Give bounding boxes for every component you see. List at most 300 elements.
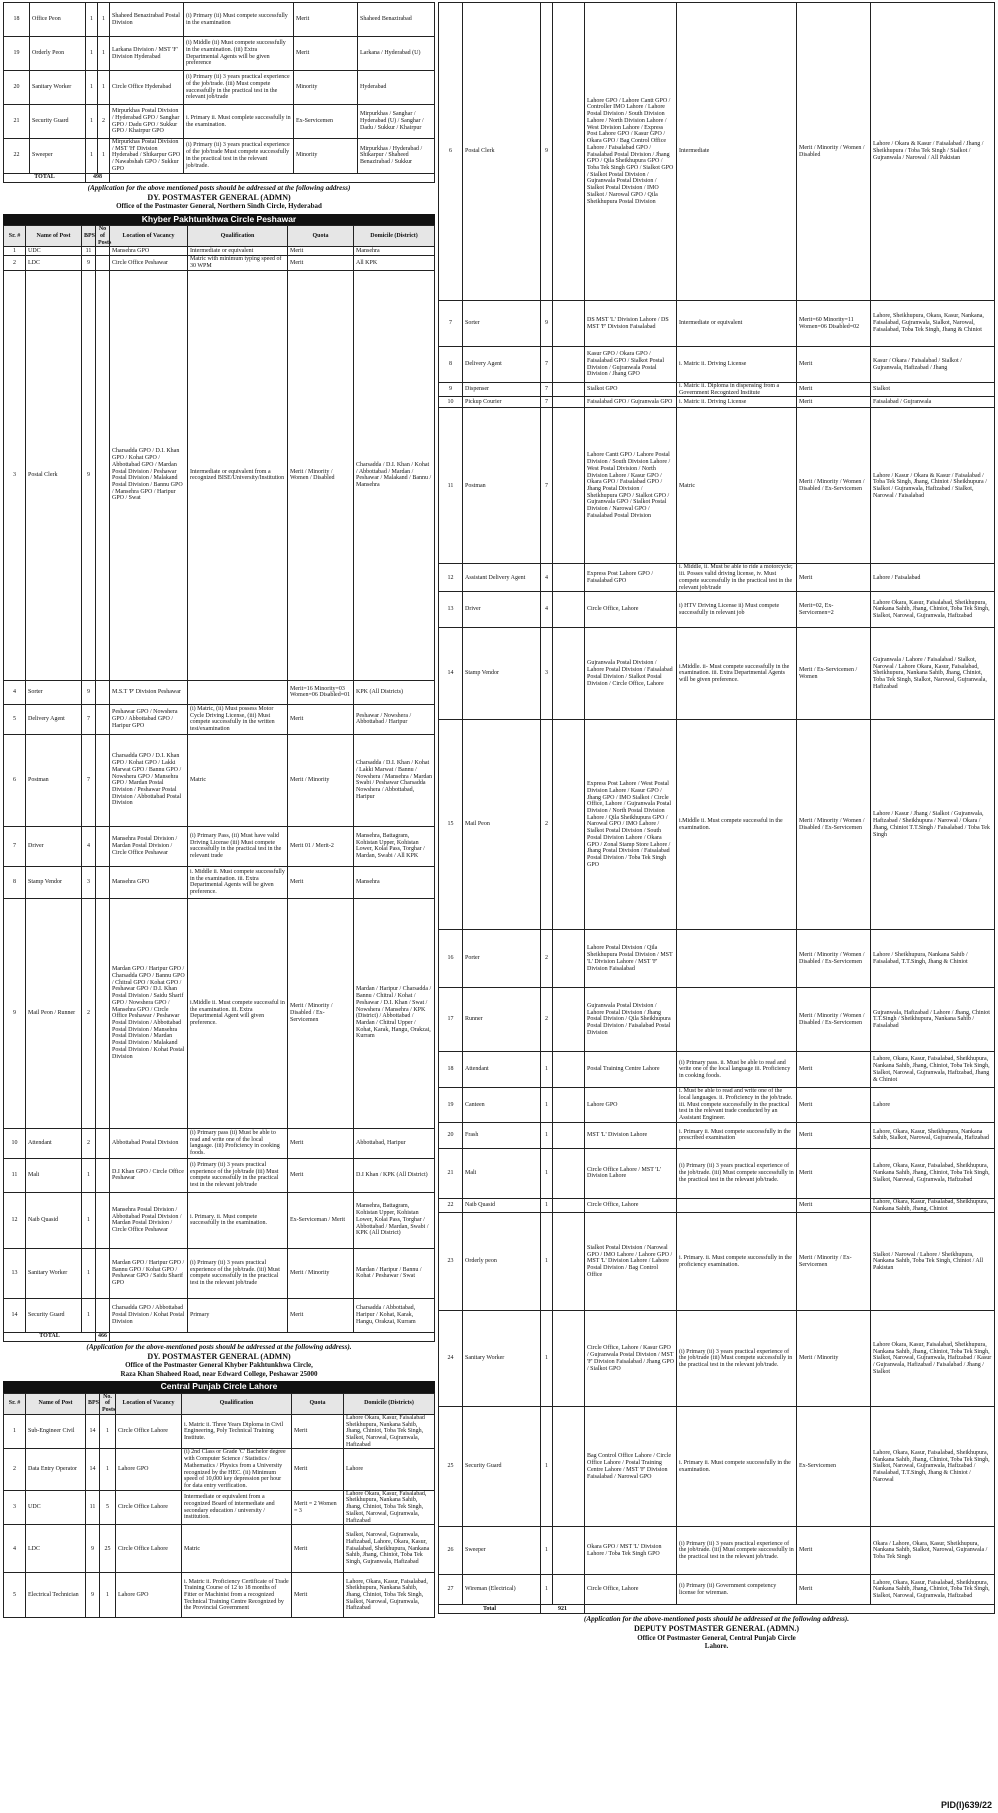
cell-location: Lahore Cantt GPO / Lahore Postal Division / South Division Lahore / West Postal Division / North Division Lahore / Kasur GPO / Okara GPO / Faisalabad GPO / Jhang Postal Division / Sheikhupura GPO / Sialkot GPO / Gujranwala GPO / Sialkot Postal Division / Narowal GPO / Faisalabad Postal Division [585,408,677,564]
header-qualification: Qualification [188,226,288,247]
cell-post: Attendant [26,1128,82,1158]
cell-quota: Merit [797,383,871,397]
cell-quota: Merit [797,397,871,408]
table-row [4,3,435,37]
cell-quota: Merit / Minority / Women / Disabled [288,270,354,680]
cell-domicile: Gujranwala / Lahore / Faisalabad / Sialkot, Narowal / Lahore Okara, Kasur, Faisalabad, Sheikhupura, Nankana Sahib, Jhang, Chiniot, Toba Tek Singh, Sialkot, Narowal, Gujranwala, Hafizabad [871,628,995,720]
cell-post: Sub-Engineer Civil [26,1414,86,1449]
cell-post: Runner [463,988,541,1052]
cell-bps: 9 [541,3,553,301]
table-row [439,1122,995,1148]
cell-bps: 1 [86,139,98,174]
cell-location: MST 'L' Division Lahore [585,1122,677,1148]
cell-posts [553,383,585,397]
cell-qualification: (i) Matric, (ii) Must possess Motor Cycle Driving License, (iii) Must compete successfully in the written test/examination [188,704,288,734]
cell-domicile: Lahore [344,1449,435,1490]
cell-posts [553,1148,585,1198]
cell-qualification: i. Middle, ii. Must be able to ride a motorcycle; iii. Posses valid driving license, iv. Must compete successfully in the practical test in the relevant job/trade [677,564,797,592]
cell-qualification: (i) Primary pass (ii) Must be able to read and write one of the local language. (iii) Proficiency in cooking foods. [188,1128,288,1158]
cell-sr: 2 [4,1449,26,1490]
cell-location: Circle Office, Lahore [585,1575,677,1605]
cell-bps: 1 [541,1407,553,1527]
kpk-note: (Application for the above-mentioned posts should be addressed at the following address). [86,1342,352,1351]
cell-domicile: Lahore, Okara, Kasur, Faisalabad, Sheikhupura, Nankana Sahib, Jhang, Chiniot, Toba Tek Singh, Sialkot, Narowal, Gujranwala, Hafizabad / Faisalabad, T.T.Singh, Jhang & Chiniot / Narowal [871,1407,995,1527]
cell-sr: 20 [439,1122,463,1148]
cell-post: Security Guard [30,105,86,139]
table-row [4,247,435,256]
cell-post: Data Entry Operator [26,1449,86,1490]
cell-quota: Merit / Minority [797,1311,871,1407]
table-row [439,592,995,628]
cell-location: Sialkot GPO [585,383,677,397]
cell-domicile: Lahore, Okara, Kasur, Sheikhupura, Nankana Sahib, Sialkot, Narowal, Gujranwala, Hafizabad [871,1122,995,1148]
cell-location: Larkana Division / MST 'F' Division Hyderabad [110,37,184,71]
header-domicile: Domicile (Districts) [344,1393,435,1414]
cell-posts [553,628,585,720]
cell-quota: Merit [797,1527,871,1575]
table-row [4,105,435,139]
table-row [4,256,435,270]
cell-qualification: i. Primary. ii. Must compete successfully in the proficiency examination. [677,1213,797,1311]
cell-sr: 23 [439,1213,463,1311]
cell-qualification: (i) Primary (ii) 3 years practical experience of the job/trade Must compete successfully in the practical test in the relevant job/trade. [184,139,294,174]
table-row [4,1490,435,1525]
cell-post: Assistant Delivery Agent [463,564,541,592]
cell-qualification: (i) Primary Pass, (ii) Must have valid Driving License (iii) Must compete successfully in the practical test in the relevant trade [188,826,288,866]
cell-qualification: Matric with minimum typing speed of 30 WPM [188,256,288,270]
cell-post: UDC [26,1490,86,1525]
address-title: DEPUTY POSTMASTER GENERAL (ADMN.) [633,1624,800,1634]
cell-qualification: i. Must be able to read and write one of the local languages. ii. Proficiency in the job/trade. iii. Must compete successfully in the practical test in the relevant trade conducted by an Assistant Engineer. [677,1088,797,1123]
cell-sr: 12 [4,1192,26,1248]
cell-location: Express Post Lahore GPO / Faisalabad GPO [585,564,677,592]
cell-qualification: (i) Primary (ii) 3 years practical experience of the job/trade. (iii) Must compete successfully in the practical test in the relevant job/trade. [677,1148,797,1198]
cell-quota: Merit / Minority / Women / Disabled / Ex-Servicemen [797,408,871,564]
cell-location: Circle Office Lahore [116,1414,182,1449]
cell-bps: 3 [541,628,553,720]
punjab-total-row [439,1605,995,1614]
header-domicile: Domicile (District) [354,226,435,247]
cell-domicile: Abbottabad, Haripur [354,1128,435,1158]
cell-qualification: Intermediate or equivalent from a recognized Board of intermediate and secondary education / university / institution. [182,1490,292,1525]
cell-posts [96,826,110,866]
table-row [439,564,995,592]
cell-location: Circle Office Hyderabad [110,71,184,105]
cell-posts [96,734,110,826]
cell-quota: Minority [294,71,358,105]
cell-posts [96,270,110,680]
cell-location: Gujranwala Postal Division / Lahore Postal Division / Faisalabad Postal Division / Sialkot Postal Division / Circle Office, Lahore [585,628,677,720]
cell-domicile: Charsadda / Abbottabad, Haripur / Kohat, Karak, Hangu, Orakzai, Kurram [354,1298,435,1332]
cell-sr: 21 [439,1148,463,1198]
punjab-address [438,1624,995,1650]
cell-location: Okara GPO / MST 'L' Division Lahore / Toba Tek Singh GPO [585,1527,677,1575]
cell-bps: 7 [541,408,553,564]
total-value: 466 [96,1332,110,1341]
table-row [4,866,435,898]
cell-domicile: Mansehra, Battagram, Kohistan Upper, Kohistan Lower, Kolai Pass, Torghar / Abbottabad / Mardan, Swabi / KPK (All District) [354,1192,435,1248]
cell-domicile: Mardan / Haripur / Charsadda / Bannu / Chitral / Kohat / Peshawar / D.I. Khan / Swat / Nowshera / Mansehra / KPK (District) / Abbottabad / Mardan / Chitral Upper / Kohat, Karak, Hangu, Orakzai, Kurram [354,898,435,1128]
table-row [4,1525,435,1573]
table-row [4,1248,435,1298]
cell-quota: Merit [288,247,354,256]
cell-qualification: Matric [182,1525,292,1573]
table-row [4,71,435,105]
cell-qualification: (i) Primary (ii) 3 years practical experience of the job/trade. (iii) Must compete successfully in the practical test in the relevant job/trade. [677,1527,797,1575]
cell-sr: 8 [4,866,26,898]
cell-bps: 4 [541,564,553,592]
pid-number: PID(I)639/22 [940,1799,992,1810]
cell-location: Charsadda GPO / D.I. Khan GPO / Kohat GPO / Abbottabad GPO / Mardan Postal Division / Peshawar Postal Division / Malakand Postal Division / Bannu GPO / Mansehra GPO / Haripur GPO / Swat [110,270,188,680]
cell-qualification: (i) Primary (ii) 3 years practical experience of the job/trade. (iii) Must compete successfully in the practical test in the relevant job/trade [188,1248,288,1298]
cell-qualification: Matric [188,734,288,826]
cell-domicile: Lahore Okara, Kasur, Faisalabad, Sheikhupura, Nankana Sahib, Jhang, Chiniot, Toba Tek Singh, Sialkot, Narowal, Gujranwala, Hafizabad [871,592,995,628]
cell-qualification: (i) Primary (ii) 3 years practical experience of the job/trade (iii) Must compete successfully in the practical test in the relevant job/trade. [677,1311,797,1407]
cell-location: Mansehra GPO [110,866,188,898]
address-title: DY. POSTMASTER GENERAL (ADMN) [147,192,291,202]
cell-location: Gujranwala Postal Division / Lahore Postal Division / Jhang Postal Division / Qila Sheikhupura Postal Division / Faisalabad Postal Division [585,988,677,1052]
cell-location: Mardan GPO / Haripur GPO / Bannu GPO / Kohat GPO / Peshawar GPO / Saidu Sharif GPO [110,1248,188,1298]
cell-bps: 1 [541,1311,553,1407]
cell-location: Circle Office, Lahore [585,592,677,628]
punjab-continued-table [438,2,995,1614]
cell-quota: Merit [797,564,871,592]
cell-sr: 4 [4,680,26,704]
cell-bps: 1 [82,1248,96,1298]
cell-qualification: i. Primary ii. Must compete successfully in the prescribed examination [677,1122,797,1148]
header-sr: Sr. # [4,1393,26,1414]
cell-domicile: Mardan / Haripur / Bannu / Kohat / Peshawar / Swat [354,1248,435,1298]
cell-quota: Merit [288,866,354,898]
cell-quota: Merit=60 Minority=11 Women=06 Disabled=02 [797,301,871,347]
cell-posts: 1 [100,1449,116,1490]
cell-quota: Merit=02, Ex-Servicemen=2 [797,592,871,628]
cell-domicile: Lahore / Sheikhupura, Nankana Sahib / Faisalabad, T.T.Singh, Jhang & Chiniot [871,930,995,988]
header-location: Location of Vacancy [110,226,188,247]
table-row [4,704,435,734]
cell-posts: 5 [100,1490,116,1525]
cell-quota: Merit / Minority / Disabled / Ex-Servicemen [288,898,354,1128]
cell-qualification [677,1198,797,1212]
total-label: Total [439,1605,541,1614]
cell-sr: 17 [439,988,463,1052]
cell-domicile: Lahore, Okara, Kasur, Faisalabad, Sheikhupura, Nankana Sahib, Jhang, Chiniot, Toba Tek Singh, Sialkot, Narowal, Gujranwala, Hafizabad [871,1575,995,1605]
address-line: Office Of Postmaster General, Central Punjab Circle [637,1634,796,1642]
table-row [439,347,995,383]
cell-posts [553,301,585,347]
table-row [4,1192,435,1248]
cell-domicile: Gujranwala, Hafizabad / Lahore / Jhang, Chiniot T.T.Singh / Sheikhupura, Nankana Sahib / Faisalabad [871,988,995,1052]
cell-domicile: D.I Khan / KPK (All District) [354,1158,435,1192]
cell-bps: 1 [82,1192,96,1248]
table-row [4,270,435,680]
cell-sr: 16 [439,930,463,988]
table-row [439,1527,995,1575]
cell-posts [553,720,585,930]
cell-bps: 2 [82,898,96,1128]
cell-sr: 14 [4,1298,26,1332]
cell-qualification [188,680,288,704]
cell-quota: Merit [797,1088,871,1123]
cell-sr: 25 [439,1407,463,1527]
table-row [439,628,995,720]
header-location: Location of Vacancy [116,1393,182,1414]
cell-sr: 10 [4,1128,26,1158]
cell-qualification [677,930,797,988]
cell-bps: 1 [82,1158,96,1192]
table-row [439,1088,995,1123]
table-row [4,1414,435,1449]
table-row [4,898,435,1128]
cell-location: D.I Khan GPO / Circle Office Peshawar [110,1158,188,1192]
table-row [4,1449,435,1490]
address-line: Office of the Postmaster General, Northern Sindh Circle, Hyderabad [116,202,322,211]
cell-qualification: i. Matric ii. Proficiency Certificate of Trade Training Course of 12 to 18 months of Fitter or Machinist from a recognized Technical Training Centre Recognized by the Provincial Government [182,1573,292,1618]
cell-bps: 7 [541,347,553,383]
cell-domicile: Kasur / Okara / Faisalabad / Sialkot / Gujranwala, Hafizabad / Jhang [871,347,995,383]
cell-quota: Merit / Minority / Women / Disabled [797,3,871,301]
cell-qualification: i. Matric ii. Driving License [677,347,797,383]
cell-location: Mansehra Postal Division / Mardan Postal Division / Circle Office Peshawar [110,826,188,866]
header-bps: BPS [82,226,96,247]
cell-qualification: i. Primary. ii. Must compete successfully in the examination. [188,1192,288,1248]
cell-sr: 11 [4,1158,26,1192]
cell-post: Sorter [463,301,541,347]
cell-posts [553,1213,585,1311]
cell-quota: Merit / Ex-Servicemen / Women [797,628,871,720]
table-row [4,826,435,866]
cell-location: Abbottabad Postal Division [110,1128,188,1158]
cell-sr: 9 [4,898,26,1128]
cell-posts [96,1192,110,1248]
cell-quota: Merit [292,1573,344,1618]
cell-location: Shaheed Benazirabad Postal Division [110,3,184,37]
cell-posts [553,564,585,592]
cell-bps: 1 [541,1213,553,1311]
cell-posts: 1 [100,1414,116,1449]
cell-bps: 9 [541,301,553,347]
cell-location: Postal Training Centre Lahore [585,1052,677,1088]
cell-post: Sorter [26,680,82,704]
cell-posts [553,1052,585,1088]
table-row [439,301,995,347]
cell-domicile: Lahore, Sheikhupura, Okara, Kasur, Nankana, Faisalabad, Gujranwala, Sialkot, Narowal, Faisalabad, Toba Tek Singh, Jhang & Chiniot [871,301,995,347]
sindh-address [3,193,435,211]
cell-post: Driver [463,592,541,628]
cell-bps: 11 [82,247,96,256]
cell-quota: Ex-Servicemen [797,1407,871,1527]
cell-posts [553,1088,585,1123]
cell-bps: 1 [82,1298,96,1332]
cell-location: Mardan GPO / Haripur GPO / Charsadda GPO / Bannu GPO / Chitral GPO / Kohat GPO / Peshawar GPO / D.I. Khan Postal Division / Saidu Sharif GPO / Nowshera GPO / Mansehra GPO / Circle Office Peshawar / Peshawar Postal Division / Abbottabad Postal Division / Mansehra Postal Division / Mardan Postal Division / Malakand Postal Division / Kohat Postal Division [110,898,188,1128]
cell-quota: Merit [797,1575,871,1605]
cell-qualification: (i) Primary (ii) Government competency license for wireman. [677,1575,797,1605]
cell-posts [96,1158,110,1192]
cell-qualification: i. Matric ii. Three Years Diploma in Civil Engineering, Poly Technical Training Institute. [182,1414,292,1449]
cell-sr: 4 [4,1525,26,1573]
cell-domicile: Mirpurkhas / Sanghar / Hyderabad (U) / Sanghar / Dadu / Sukkur / Khairpur [358,105,435,139]
cell-sr: 14 [439,628,463,720]
cell-post: Delivery Agent [463,347,541,383]
table-row [439,1213,995,1311]
header-bps: BPS [86,1393,100,1414]
cell-location: Charsadda GPO / D.I. Khan GPO / Kohat GPO / Lakki Marwat GPO / Bannu GPO / Nowshera GPO / Mansehra GPO / Mardan Postal Division / Peshawar Postal Division / Abbottabad Postal Division [110,734,188,826]
cell-qualification: i. Middle ii. Must compete successfully in the examination. iii. Extra Departmental Agents will be given preference. [188,866,288,898]
cell-post: Mali [26,1158,82,1192]
cell-posts [553,1407,585,1527]
cell-domicile: Sialkot, Narowal, Gujranwala, Hafizabad, Lahore, Okara, Kasur, Faisalabad, Sheikhupura, Nankana Sahib, Jhang, Chiniot, Toba Tek Singh, Gujranwala, Hafizabad [344,1525,435,1573]
header-qualification: Qualification [182,1393,292,1414]
cell-domicile: Shaheed Benazirabad [358,3,435,37]
cell-quota: Merit [294,37,358,71]
cell-domicile: KPK (All Districts) [354,680,435,704]
cell-posts [553,1575,585,1605]
table-row [439,1148,995,1198]
table-row [439,720,995,930]
cell-location: Mirpurkhas Postal Division / Hyderabad GPO / Sanghar GPO / Dadu GPO / Sukkur GPO / Khairpur GPO [110,105,184,139]
cell-bps: 9 [82,680,96,704]
address-line: Office of the Postmaster General Khyber Pakhtunkhwa Circle, [125,1361,313,1370]
sindh-note: (Application for the above mentioned posts should be addressed at the following address) [87,183,351,192]
table-row [439,1311,995,1407]
cell-posts [553,1198,585,1212]
table-row [4,37,435,71]
cell-location: Lahore GPO / Lahore Cantt GPO / Controller IMO Lahore / Lahore Postal Division / South Division Lahore / North Division Lahore / West Division Lahore / Express Post Lahore GPO / Kasur GPO / Okara GPO / Bag Control Office Lahore / Faisalabad GPO / Faisalabad Postal Division / Jhang GPO / Qila Sheikhupura GPO / Toba Tek Singh GPO / Sialkot GPO / Sialkot Postal Division / Gujranwala Postal Division / Sialkot Postal Division / IMO Sialkot / Narowal GPO / Qila Sheikhupura Postal Division [585,3,677,301]
cell-posts [96,680,110,704]
table-row [439,383,995,397]
cell-bps: 9 [86,1573,100,1618]
cell-qualification: Intermediate or equivalent from a recognized BISE/University/Institution [188,270,288,680]
cell-quota: Merit [288,1298,354,1332]
cell-qualification: i. Primary ii. Must complete successfully in the examination. [184,105,294,139]
cell-posts [96,247,110,256]
table-row [439,1407,995,1527]
kpk-header-row [4,226,435,247]
header-quota: Quota [292,1393,344,1414]
cell-bps: 1 [541,1527,553,1575]
cell-post: Sweeper [463,1527,541,1575]
cell-sr: 18 [4,3,30,37]
cell-posts: 25 [100,1525,116,1573]
cell-quota: Merit / Minority / Women / Disabled / Ex-Servicemen [797,988,871,1052]
cell-bps: 9 [86,1525,100,1573]
cell-sr: 19 [4,37,30,71]
cell-post: LDC [26,1525,86,1573]
cell-post: Postman [26,734,82,826]
cell-posts [553,988,585,1052]
cell-posts [553,408,585,564]
cell-post: Sanitary Worker [463,1311,541,1407]
cell-sr: 18 [439,1052,463,1088]
header-quota: Quota [288,226,354,247]
cell-domicile: Mansehra [354,866,435,898]
cell-post: Canteen [463,1088,541,1123]
cell-post: Dispenser [463,383,541,397]
kpk-address [3,1352,435,1378]
cell-location: Bag Control Office Lahore / Circle Office Lahore / Postal Training Centre Lahore / MST 'F' Division Faisalabad / Narowal GPO [585,1407,677,1527]
cell-domicile: Lahore, Okara, Kasur, Faisalabad, Sheikhupura, Nankana Sahib, Jhang, Chiniot, Toba Tek Singh, Sialkot, Narowal, Gujranwala, Hafizabad [871,1148,995,1198]
cell-domicile: Lahore Okara, Kasur, Faisalabad, Sheikhupura, Nankana Sahib, Jhang, Chiniot, Toba Tek Singh, Sialkot, Narowal, Gujranwala, Hafizabad [344,1490,435,1525]
cell-domicile: Charsadda / D.I. Khan / Kohat / Lakki Marwat / Bannu / Nowshera / Mansehra / Mardan Swabi / Peshawar Charsadda Nowshera / Abbottabad, Haripur [354,734,435,826]
cell-domicile: Charsadda / D.I. Khan / Kohat / Abbottabad / Mardan / Peshawar / Malakand / Bannu / Mansehra [354,270,435,680]
cell-post: Sanitary Worker [26,1248,82,1298]
cell-sr: 8 [439,347,463,383]
cell-posts [553,397,585,408]
cell-location: Circle Office Lahore [116,1525,182,1573]
cell-domicile: Lahore, Okara, Kasur, Faisalabad, Sheikhupura, Nankana Sahib, Jhang, Chiniot [871,1198,995,1212]
cell-posts [553,1122,585,1148]
cell-post: Mail Peon / Runner [26,898,82,1128]
cell-qualification: (i) Primary pass. ii. Must be able to read and write one of the local language iii. Proficiency in cooking foods. [677,1052,797,1088]
cell-bps: 2 [82,1128,96,1158]
cell-qualification: Primary [188,1298,288,1332]
header-posts: No of Posts [96,226,110,247]
sindh-total-row [4,173,435,182]
cell-post: Pickup Courier [463,397,541,408]
cell-bps: 1 [86,37,98,71]
cell-posts [96,1248,110,1298]
cell-quota: Merit [288,1128,354,1158]
table-row [4,1298,435,1332]
table-row [439,3,995,301]
cell-location: DS MST 'L' Division Lahore / DS MST 'F' Division Faisalabad [585,301,677,347]
cell-quota: Merit [797,1122,871,1148]
cell-quota: Merit = 2 Women = 3 [292,1490,344,1525]
total-label: TOTAL [4,173,86,182]
cell-qualification: (i) Primary (ii) 3 years practical experience of the job/trade. (iii) Must compete successfully in the practical test in the relevant job/trade [184,71,294,105]
cell-bps: 9 [82,256,96,270]
cell-bps: 2 [541,720,553,930]
cell-posts [553,1527,585,1575]
table-row [439,930,995,988]
cell-post: Postman [463,408,541,564]
cell-sr: 3 [4,1490,26,1525]
cell-posts: 1 [98,71,110,105]
cell-bps: 1 [541,1198,553,1212]
cell-quota: Merit [797,347,871,383]
sindh-table [3,2,435,183]
cell-sr: 3 [4,270,26,680]
cell-qualification: i.Middle ii. Must compete successful in the examination. [677,720,797,930]
cell-quota: Merit [797,1198,871,1212]
cell-bps: 7 [541,397,553,408]
cell-post: Sanitary Worker [30,71,86,105]
address-line: Raza Khan Shaheed Road, near Edward College, Peshawar 25000 [120,1369,318,1378]
cell-qualification: i. Matric ii. Diploma in dispensing from a Government Recognized Institute [677,383,797,397]
cell-quota: Merit [292,1525,344,1573]
cell-location: Lahore Postal Division / Qila Sheikhupura Postal Division / MST 'L' Division Lahore / MST 'F' Division Faisalabad [585,930,677,988]
cell-quota: Merit=16 Minority=03 Women=06 Disabled=01 [288,680,354,704]
cell-bps: 9 [82,270,96,680]
cell-domicile: Lahore [871,1088,995,1123]
cell-domicile: Sialkot [871,383,995,397]
table-row [4,680,435,704]
cell-quota: Merit [292,1449,344,1490]
cell-sr: 6 [4,734,26,826]
table-row [4,139,435,174]
table-row [439,1198,995,1212]
cell-bps: 3 [82,866,96,898]
cell-bps: 14 [86,1449,100,1490]
cell-sr: 13 [4,1248,26,1298]
cell-quota: Merit 01 / Merit-2 [288,826,354,866]
cell-location: Sialkot Postal Division / Narowal GPO / IMO Lahore / Lahore GPO / MST 'L' Division Lahore / Lahore Postal Division / Bag Control Office [585,1213,677,1311]
left-column [3,2,435,1618]
total-label: TOTAL [4,1332,96,1341]
header-posts: No. of Posts [100,1393,116,1414]
address-line: Lahore. [704,1642,729,1651]
punjab-table [3,1393,435,1619]
